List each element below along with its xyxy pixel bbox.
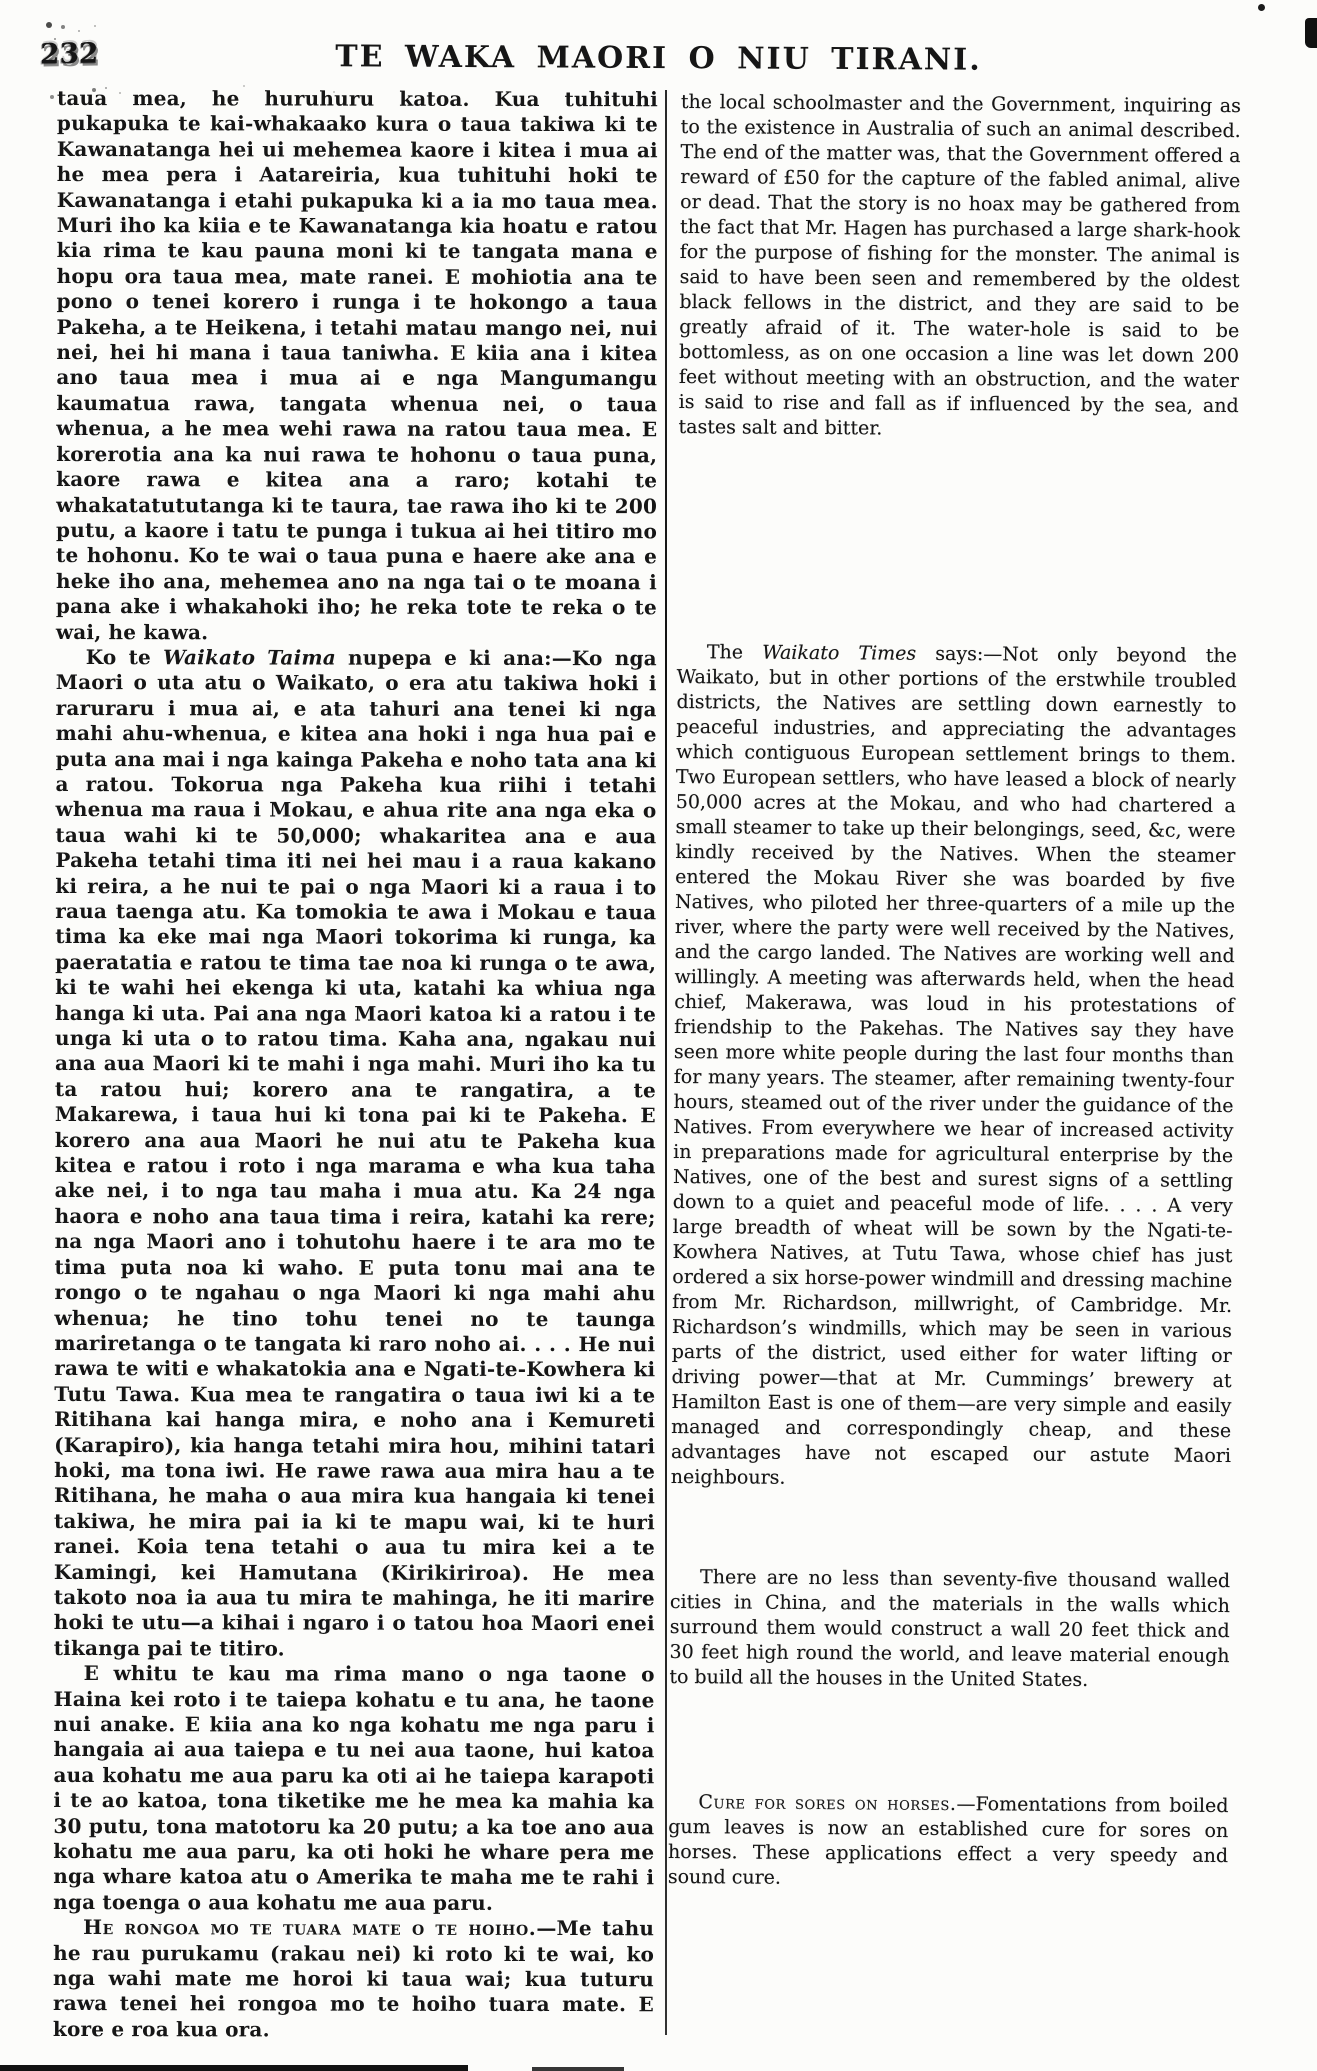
- ink-smudge-top-left: [46, 22, 52, 28]
- paragraph-body-text: —Me tahu he rau purukamu (rakau nei) ki roto ki te wai, ko nga wahi mate me horoi ki taua wai; kua tuturu rawa tenei hei rongoa mo te hoiho tuara mate. E kore e roa kua ora.: [52, 1916, 655, 2042]
- maori-column: [53, 86, 658, 2044]
- english-paragraph-horse-cure: [668, 1790, 1229, 1894]
- english-paragraph-waikato-times: [671, 640, 1237, 1494]
- english-paragraph-bunyip: the local schoolmaster and the Government, inquiring as to the existence in Australia of such an animal described. The end of the matter was, that the Government offered a reward of £50 for the capture of the fabled animal, alive or dead. That the story is no hoax may be gathered from the fact that Mr. Hagen has purchased a large shark-hook for the purpose of fishing for the monster. The animal is said to have been seen and remembered by the oldest black fellows in the district, and they are said to be greatly afraid of it. The water-hole is said to be bottomless, as on one occasion a line was let down 200 feet without meeting with an obstruction, and the water is said to rise and fall as if influenced by the sea, and tastes salt and bitter.: [678, 90, 1241, 440]
- column-rule: [665, 90, 667, 2035]
- maori-paragraph-taniwha: taua mea, he huruhuru katoa. Kua tuhituhi pukapuka te kai-whakaako kura o taua takiwa ki te Kawanatanga hei ui mehemea kaore i kitea i mua ai he mea pera i Aatareiria, kua tuhituhi hoki te Kawanatanga i etahi pukapuka ki a ia mo taua mea. Muri iho ka kiia e te Kawanatanga kia hoatu e ratou kia rima te kau pauna moni ki te tangata mana e hopu ora taua mea, mate ranei. E mohiotia ana te pono o tenei korero i runga i te hokongo a taua Pakeha, a te Heikena, i tetahi matau mango nei, nui nei, hei hi mana i taua taniwha. E kiia ana i kitea ano taua mea i mua ai e nga Mangumangu kaumatua rawa, tangata whenua nei, o taua whenua, a he mea wehi rawa na ratou taua mea. E korerotia ana ka nui rawa te hohonu o taua puna, kaore rawa e kitea ana a raro; kotahi te whakatatututanga ki te taura, tae rawa iho ki te 200 putu, a kaore i tatu te punga i tukua ai hei titiro mo te hohonu. Ko te wai o taua puna e haere ake ana e heke iho ana, mehemea ano na nga tai o te moana i pana ake i whakahoki iho; he reka tote te reka o te wai, he kawa.: [55, 86, 658, 644]
- scan-mark-right-edge: [1305, 18, 1317, 48]
- paragraph-body-text: —Fomentations from boiled gum leaves is now an established cure for sores on horses. These applications effect a very speedy and sound cure.: [667, 1793, 1229, 1889]
- article-heading-maori: He rongoa mo te tuara mate o te hoiho.: [83, 1915, 537, 1941]
- maori-paragraph-china-walls: E whitu te kau ma rima mano o nga taone o Haina kei roto i te taiepa kohatu e tu ana, he taone nui anake. E kiia ana ko nga kohatu me nga paru i hangaia ai aua taiepa e tu nei aua taone, hui katoa aua kohatu me aua paru ka oti ai he taiepa karapoti i te ao katoa, tona tiketike me he mea ka mahia ka 30 putu, tona matotoru ka 20 putu; a ka toe ano aua kohatu me aua paru, ka oti hoki he whare pera me nga whare katoa atu o Amerika te maha me te rahi i nga toenga o aua kohatu me aua paru.: [53, 1661, 655, 1915]
- ink-dot-top-right: [1258, 4, 1265, 11]
- paragraph-lead-text: The: [706, 641, 763, 664]
- paragraph-body-text: says:—Not only beyond the Waikato, but in other portions of the erstwhile troubled districts, the Natives are settling down earnestly to peaceful industries, and appreciating the advantages which contiguous European settlement brings to them. Two European settlers, who have leased a block of nearly 50,000 acres at the Mokau, and who had chartered a small steamer to take up their belongings, seed, &c, were kindly received by the Natives. When the steamer entered the Mokau River she was boarded by five Natives, who piloted her three-quarters of a mile up the river, where the party were well received by the Natives, and the cargo landed. The Natives are working well and willingly. A meeting was afterwards held, when the head chief, Makerawa, was loud in his protestations of friendship to the Pakehas. The Natives say they have seen more white people during the last four months than for many years. The steamer, after remaining twenty-four hours, steamed out of the river under the guidance of the Natives. From everywhere we hear of increased activity in preparations made for agricultural enterprise by the Natives, one of the best and surest signs of a settling down to a quiet and peaceful mode of life. . . . A very large breadth of wheat will be sown by the Ngati-te-Kowhera Natives, at Tutu Tawa, whose chief has just ordered a six horse-power windmill and dressing machine from Mr. Richardson, millwright, of Cambridge. Mr. Richardson’s windmills, which may be seen in various parts of the district, used either for water lifting or driving power—that at Mr. Cummings’ brewery at Hamilton East is one of them—are very simple and easily managed and correspondingly cheap, and these advantages have not escaped our astute Maori neighbours.: [670, 642, 1237, 1489]
- page-number: 232: [39, 36, 99, 71]
- maori-paragraph-waikato-times: [54, 645, 657, 1663]
- scan-shadow-bottom-left: [0, 2065, 468, 2071]
- paragraph-body-text: nupepa e ki ana:—Ko nga Maori o uta atu o Waikato, o era atu takiwa hoki i raruraru i mua ai, e ata tahuri ana tenei ki nga mahi ahu-whenua, e kitea ana hoki i nga hua pai e puta ana mai i nga kainga Pakeha e noho tata ana ki a ratou. Tokorua nga Pakeha kua riihi i tetahi whenua ma raua i Mokau, e ahua rite ana nga eka o taua wahi ki te 50,000; whakaritea ana e aua Pakeha tetahi tima iti nei hei mau i a raua kakano ki reira, a he nui te pai o nga Maori ki a raua i to raua taenga atu. Ka tomokia te awa i Mokau e taua tima ka eke mai nga Maori tokorima ki runga, ka paeratatia e ratou te tima tae noa ki runga o te awa, ki te wahi hei ekenga ki uta, katahi ka whiua nga hanga ki uta. Pai ana nga Maori katoa ki a ratou i te unga ki uta o to ratou tima. Kaha ana, ngakau nui ana aua Maori ki te mahi i nga mahi. Muri iho ka tu ta ratou hui; korero ana te rangatira, a te Makarewa, i taua hui ki tona pai ki te Pakeha. E korero ana aua Maori he nui atu te Pakeha kua kitea e ratou i roto i nga marama e wha kua taha ake nei, i to nga tau maha i mua atu. Ka 24 nga haora e noho ana taua tima i reira, katahi ka rere; na nga Maori ano i tohutohu haere i te ara mo te tima puta noa ki waho. E puta tonu mai ana te rongo o te ngahau o nga Maori ki nga mahi ahu whenua; he tino tohu tenei no te taunga mariretanga o te tangata ki raro noho ai. . . . He nui rawa te witi e whakatokia ana e Ngati-te-Kowhera ki Tutu Tawa. Kua mea te rangatira o taua iwi ki a te Ritihana kai hanga mira, e noho ana i Kemureti (Karapiro), kia hanga tetahi mira hou, mihini tatari hoki, ma tona iwi. He rawe rawa aua mira hau a te Ritihana, he maha o aua mira kua hangaia ki tenei takiwa, he mira pai ia ki te mapu wai, ki te huri ranei. Koia tena tetahi o aua tu mira kei a te Kamingi, kei Hamutana (Kirikiriroa). He mea takoto noa ia aua tu mira te mahinga, he iti marire hoki te utu—a kihai i ngaro i o tatou hoa Maori enei tikanga pai te titiro.: [53, 645, 657, 1661]
- newspaper-name-maori: Waikato Taima: [163, 645, 336, 670]
- newspaper-name-english: Waikato Times: [762, 641, 917, 665]
- maori-paragraph-horse-cure: [53, 1915, 654, 2043]
- english-paragraph-china-walls: There are no less than seventy-five thousand walled cities in China, and the materials in the walls which surround them would construct a wall 20 feet thick and 30 feet high round the world, and leave material enough to build all the houses in the United States.: [669, 1566, 1231, 1692]
- scan-shadow-bottom-mid: [532, 2067, 624, 2071]
- article-heading-english: Cure for sores on horses.: [698, 1791, 957, 1816]
- english-column: [668, 90, 1241, 1894]
- masthead-title: TE WAKA MAORI O NIU TIRANI.: [335, 39, 982, 78]
- paragraph-lead-text: Ko te: [85, 644, 164, 670]
